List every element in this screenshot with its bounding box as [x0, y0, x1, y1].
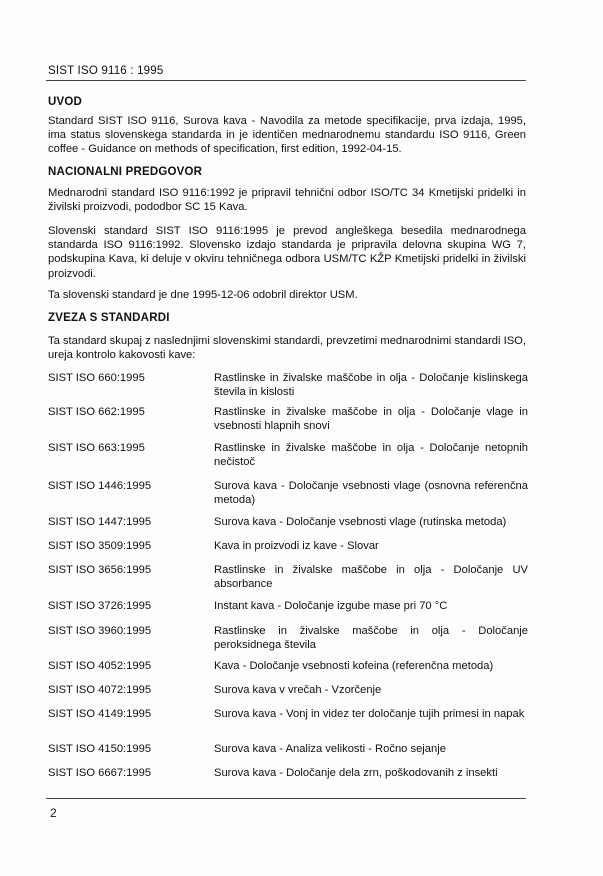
standard-description: Rastlinske in živalske maščobe in olja - Določanje vlage in vsebnosti hlapnih snovi: [214, 406, 528, 432]
standard-description: Surova kava - Vonj in videz ter določanje tujih primesi in napak: [214, 708, 525, 720]
standard-description: Rastlinske in živalske maščobe in olja - Določanje kislinskega števila in kislosti: [214, 372, 528, 398]
standard-code: SIST ISO 3726:1995: [48, 600, 152, 612]
footer-rule: [46, 798, 526, 799]
standard-code: SIST ISO 6667:1995: [48, 767, 152, 779]
standard-code: SIST ISO 4052:1995: [48, 660, 152, 672]
standard-description: Surova kava - Določanje vsebnosti vlage (rutinska metoda): [214, 516, 507, 528]
predgovor-heading: NACIONALNI PREDGOVOR: [48, 166, 203, 178]
standard-description: Surova kava - Analiza velikosti - Ročno sejanje: [214, 743, 446, 755]
predgovor-paragraph-1: Mednarodni standard ISO 9116:1992 je pripravil tehnični odbor ISO/TC 34 Kmetijski pridelki in živilski proizvodi, pododbor SC 15 Kava.: [48, 187, 526, 214]
standard-description: Rastlinske in živalske maščobe in olja - Določanje peroksidnega števila: [214, 625, 528, 651]
standard-description: Rastlinske in živalske maščobe in olja - Določanje UV absorbance: [214, 564, 528, 590]
standard-description: Surova kava v vrečah - Vzorčenje: [214, 684, 382, 696]
standard-code: SIST ISO 3656:1995: [48, 564, 152, 576]
header-rule: [46, 80, 526, 81]
standard-code: SIST ISO 662:1995: [48, 406, 145, 418]
predgovor-paragraph-2: Slovenski standard SIST ISO 9116:1995 je prevod angleškega besedila mednarodnega standarda ISO 9116:1992. Slovensko izdajo standarda je pripravila delovna skupina WG 7, podskupina Kava, ki deluje v okviru tehničnega odbora USM/TC KŽP Kmetijski pridelki in živilski proizvodi.: [48, 225, 526, 280]
standard-code: SIST ISO 3509:1995: [48, 540, 152, 552]
running-header: SIST ISO 9116 : 1995: [48, 65, 164, 77]
standard-code: SIST ISO 4150:1995: [48, 743, 152, 755]
zveza-heading: ZVEZA S STANDARDI: [48, 312, 170, 324]
predgovor-paragraph-3: Ta slovenski standard je dne 1995-12-06 odobril direktor USM.: [48, 289, 358, 301]
standard-code: SIST ISO 1446:1995: [48, 480, 152, 492]
page-number: 2: [50, 806, 57, 820]
standard-code: SIST ISO 1447:1995: [48, 516, 152, 528]
standard-code: SIST ISO 660:1995: [48, 372, 145, 384]
standard-description: Kava - Določanje vsebnosti kofeina (referenčna metoda): [214, 660, 494, 672]
standard-code: SIST ISO 4072:1995: [48, 684, 152, 696]
standard-description: Instant kava - Določanje izgube mase pri 70 °C: [214, 600, 448, 612]
uvod-text: Standard SIST ISO 9116, Surova kava - Navodila za metode specifikacije, prva izdaja, 1995, ima status slovenskega standarda in je identičen mednarodnemu standardu ISO 9116, Green coffee - Guidance on methods of specification, first edition, 1992-04-15.: [48, 115, 526, 156]
standard-code: SIST ISO 663:1995: [48, 442, 145, 454]
zveza-intro: Ta standard skupaj z naslednjimi slovenskimi standardi, prevzetimi mednarodnimi standardi ISO, ureja kontrolo kakovosti kave:: [48, 335, 526, 362]
standard-description: Surova kava - Določanje dela zrn, poškodovanih z insekti: [214, 767, 498, 779]
standard-description: Rastlinske in živalske maščobe in olja - Določanje netopnih nečistoč: [214, 442, 528, 468]
standard-code: SIST ISO 4149:1995: [48, 708, 152, 720]
uvod-heading: UVOD: [48, 96, 83, 108]
standard-code: SIST ISO 3960:1995: [48, 625, 152, 637]
standard-description: Surova kava - Določanje vsebnosti vlage (osnovna referenčna metoda): [214, 480, 528, 506]
standard-description: Kava in proizvodi iz kave - Slovar: [214, 540, 379, 552]
